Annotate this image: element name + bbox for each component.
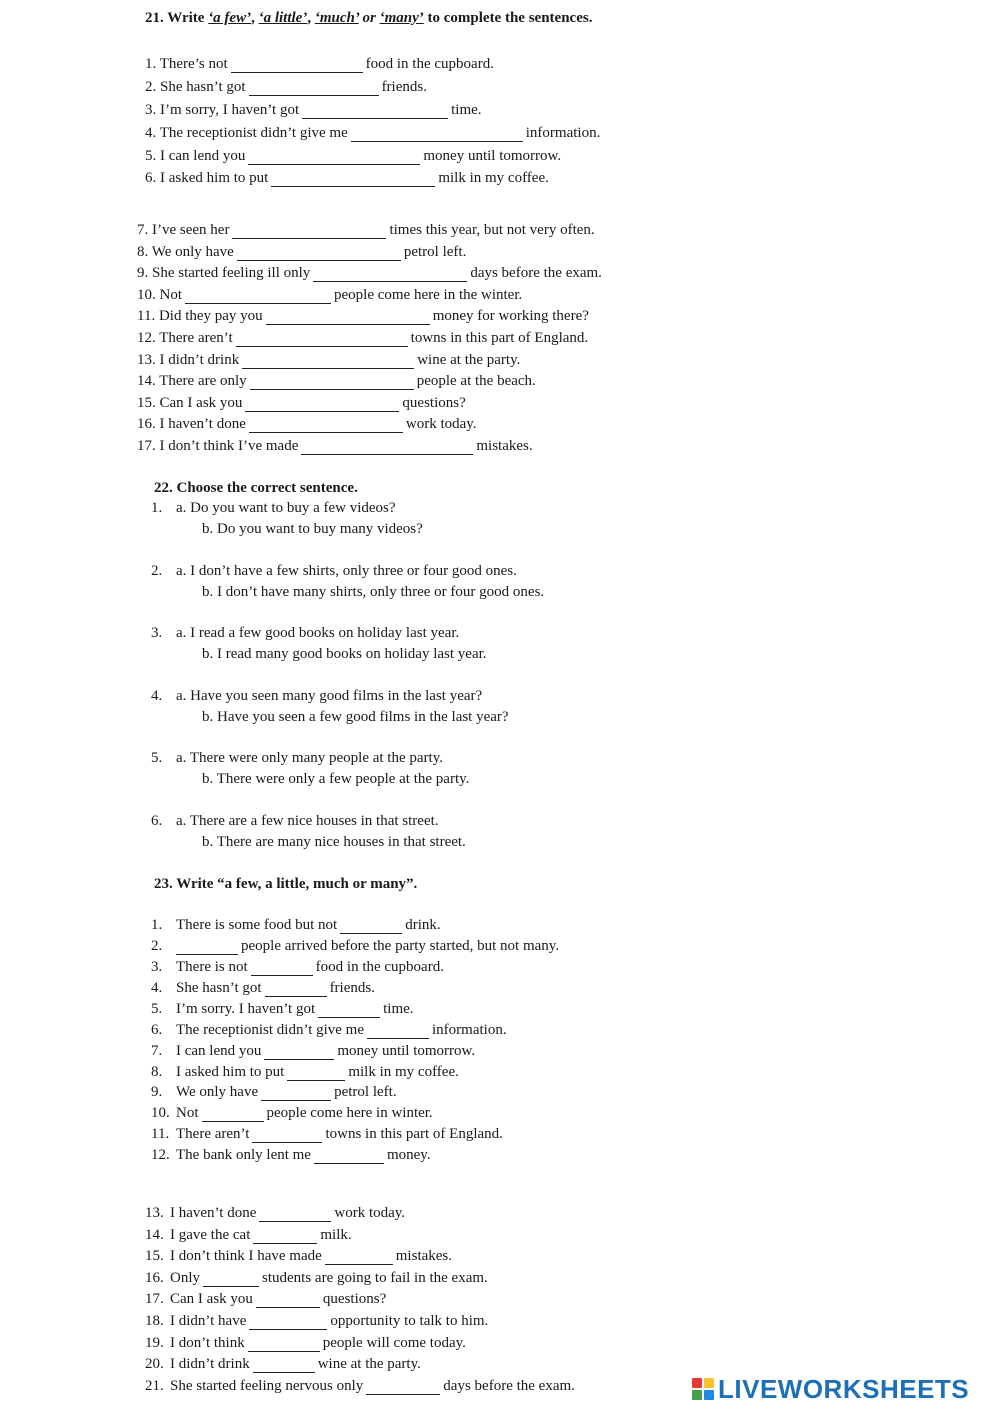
item-number: 2. <box>145 79 157 95</box>
item-number: 6. <box>145 170 157 186</box>
option-a-row <box>151 811 439 831</box>
sentence-start: There is not <box>176 959 248 975</box>
item-number: 5. <box>151 750 163 766</box>
option-b-row[interactable]: b. Have you seen a few good films in the last year? <box>202 709 509 725</box>
sentence-end: petrol left. <box>403 244 467 260</box>
sentence-end: food in the cupboard. <box>365 56 494 72</box>
sentence-start: Can I ask you <box>159 395 243 411</box>
sentence-row <box>145 54 494 74</box>
answer-blank[interactable] <box>237 246 401 261</box>
answer-blank[interactable] <box>256 1293 320 1308</box>
answer-blank[interactable] <box>259 1207 331 1222</box>
answer-blank[interactable] <box>231 58 363 73</box>
sentence-start: She started feeling ill only <box>152 265 311 281</box>
sentence-row <box>145 1268 488 1288</box>
sentence-end: money until tomorrow. <box>337 1043 476 1059</box>
sentence-start: We only have <box>151 244 234 260</box>
item-number: 14. <box>145 1227 164 1243</box>
sentence-end: milk in my coffee. <box>438 170 549 186</box>
sentence-start: I don’t think I’ve made <box>159 438 299 454</box>
answer-blank[interactable] <box>176 940 238 955</box>
sentence-start: The receptionist didn’t give me <box>159 125 348 141</box>
sentence-row <box>137 220 595 240</box>
option-much: ‘much’ <box>314 10 359 26</box>
answer-blank[interactable] <box>351 127 523 142</box>
sentence-end: people arrived before the party started, but not many. <box>241 938 560 954</box>
sentence-row <box>145 100 482 120</box>
answer-blank[interactable] <box>314 1149 384 1164</box>
sentence-end: mistakes. <box>476 438 533 454</box>
sentence-row <box>151 936 559 956</box>
sentence-row <box>151 978 375 998</box>
sentence-end: wine at the party. <box>417 352 521 368</box>
sentence-row <box>137 328 588 348</box>
sentence-row <box>137 393 466 413</box>
sentence-row <box>137 306 589 326</box>
sentence-start: I gave the cat <box>170 1227 251 1243</box>
sentence-end: time. <box>451 102 482 118</box>
sentence-start: She hasn’t got <box>176 980 262 996</box>
sentence-end: information. <box>432 1022 507 1038</box>
item-number: 4. <box>151 688 163 704</box>
sentence-end: time. <box>383 1001 414 1017</box>
sentence-row <box>145 123 600 143</box>
item-number: 15. <box>137 395 156 411</box>
sentence-end: food in the cupboard. <box>315 959 444 975</box>
sentence-end: times this year, but not very often. <box>389 222 595 238</box>
sentence-start: I haven’t done <box>170 1205 257 1221</box>
sentence-end: milk. <box>320 1227 352 1243</box>
item-number: 2. <box>151 563 163 579</box>
item-number: 7. <box>137 222 149 238</box>
item-number: 12. <box>151 1147 170 1163</box>
sentence-end: people will come today. <box>322 1335 466 1351</box>
sentence-start: I haven’t done <box>159 416 246 432</box>
item-number: 1. <box>151 500 163 516</box>
sentence-row <box>151 957 444 977</box>
answer-blank[interactable] <box>250 375 414 390</box>
sentence-end: wine at the party. <box>317 1356 421 1372</box>
option-a-sentence[interactable]: a. There are a few nice houses in that street. <box>176 813 439 829</box>
sentence-start: I didn’t have <box>170 1313 247 1329</box>
answer-blank[interactable] <box>367 1024 429 1039</box>
item-number: 17. <box>137 438 156 454</box>
answer-blank[interactable] <box>242 354 414 369</box>
item-number: 18. <box>145 1313 164 1329</box>
logo-square <box>704 1390 714 1400</box>
sentence-start: There are only <box>159 373 247 389</box>
option-a-sentence[interactable]: a. I don’t have a few shirts, only three or four good ones. <box>176 563 517 579</box>
option-a-row <box>151 748 443 768</box>
exercise-21-title <box>145 8 592 28</box>
sentence-start: I can lend you <box>160 148 246 164</box>
sentence-start: Can I ask you <box>170 1291 253 1307</box>
sentence-start: She started feeling nervous only <box>170 1378 364 1394</box>
sentence-end: work today. <box>405 416 477 432</box>
item-number: 1. <box>145 56 157 72</box>
sentence-row <box>151 999 414 1019</box>
sentence-row <box>145 1225 352 1245</box>
answer-blank[interactable] <box>202 1107 264 1122</box>
item-number: 2. <box>151 938 163 954</box>
answer-blank[interactable] <box>251 961 313 976</box>
sentence-end: towns in this part of England. <box>410 330 589 346</box>
item-number: 8. <box>151 1064 163 1080</box>
sentence-row <box>145 146 561 166</box>
option-a-row <box>151 623 459 643</box>
option-a-row <box>151 686 482 706</box>
item-number: 11. <box>151 1126 170 1142</box>
sentence-start: We only have <box>176 1084 259 1100</box>
sentence-row <box>137 263 602 283</box>
option-b-row[interactable]: b. I don’t have many shirts, only three or four good ones. <box>202 584 545 600</box>
option-a-sentence[interactable]: a. I read a few good books on holiday last year. <box>176 625 460 641</box>
answer-blank[interactable] <box>301 440 473 455</box>
sentence-start: I didn’t drink <box>170 1356 250 1372</box>
liveworksheets-logo <box>692 1373 970 1404</box>
item-number: 13. <box>137 352 156 368</box>
answer-blank[interactable] <box>271 172 435 187</box>
item-number: 4. <box>145 125 157 141</box>
sentence-row <box>145 1333 466 1353</box>
item-number: 10. <box>137 287 156 303</box>
sentence-end: students are going to fail in the exam. <box>262 1270 488 1286</box>
title-suffix: to complete the sentences. <box>423 10 593 26</box>
sentence-row <box>145 1354 421 1374</box>
sentence-start: I can lend you <box>176 1043 262 1059</box>
sentence-end: friends. <box>381 79 427 95</box>
sentence-start: I don’t think <box>170 1335 245 1351</box>
logo-text: LIVEWORKSHEETS <box>718 1373 970 1404</box>
item-number: 14. <box>137 373 156 389</box>
logo-square <box>692 1378 702 1388</box>
sentence-start: I asked him to put <box>176 1064 285 1080</box>
sentence-row <box>137 414 477 434</box>
sentence-start: I don’t think I have made <box>170 1248 322 1264</box>
answer-blank[interactable] <box>302 104 448 119</box>
item-number: 3. <box>145 102 157 118</box>
item-number: 4. <box>151 980 163 996</box>
item-number: 16. <box>145 1270 164 1286</box>
logo-square <box>704 1378 714 1388</box>
sentence-row <box>151 1103 433 1123</box>
sentence-end: people at the beach. <box>416 373 536 389</box>
option-b-row[interactable]: b. There were only a few people at the party. <box>202 771 470 787</box>
answer-blank[interactable] <box>232 224 386 239</box>
item-number: 16. <box>137 416 156 432</box>
item-number: 11. <box>137 308 156 324</box>
answer-blank[interactable] <box>249 81 379 96</box>
sentence-end: work today. <box>334 1205 406 1221</box>
answer-blank[interactable] <box>236 332 408 347</box>
item-number: 8. <box>137 244 149 260</box>
sentence-start: There aren’t <box>176 1126 250 1142</box>
sentence-row <box>151 1124 503 1144</box>
sentence-end: friends. <box>329 980 375 996</box>
sentence-end: money. <box>386 1147 431 1163</box>
sep-or: or <box>358 10 380 26</box>
sentence-start: Not <box>176 1105 199 1121</box>
sentence-row <box>137 350 520 370</box>
sentence-end: questions? <box>402 395 466 411</box>
sentence-end: milk in my coffee. <box>348 1064 459 1080</box>
sentence-row <box>145 168 549 188</box>
sentence-start: I’m sorry, I haven’t got <box>160 102 300 118</box>
option-b-row[interactable]: b. There are many nice houses in that street. <box>202 834 466 850</box>
sentence-end: information. <box>525 125 601 141</box>
sentence-end: opportunity to talk to him. <box>330 1313 489 1329</box>
answer-blank[interactable] <box>248 1337 320 1352</box>
item-number: 1. <box>151 917 163 933</box>
item-number: 3. <box>151 959 163 975</box>
option-b-row[interactable]: b. Do you want to buy many videos? <box>202 521 423 537</box>
sentence-row <box>145 1246 452 1266</box>
sentence-end: mistakes. <box>395 1248 453 1264</box>
item-number: 6. <box>151 1022 163 1038</box>
item-number: 5. <box>151 1001 163 1017</box>
item-number: 13. <box>145 1205 164 1221</box>
option-a-little: ‘a little’ <box>258 10 308 26</box>
sentence-row <box>145 77 427 97</box>
option-many: ‘many’ <box>379 10 424 26</box>
sentence-row <box>137 371 536 391</box>
answer-blank[interactable] <box>366 1380 440 1395</box>
sentence-end: people come here in the winter. <box>334 287 523 303</box>
option-a-sentence[interactable]: a. Have you seen many good films in the last year? <box>176 688 483 704</box>
item-number: 9. <box>151 1084 163 1100</box>
option-a-row <box>151 498 396 518</box>
answer-blank[interactable] <box>340 919 402 934</box>
answer-blank[interactable] <box>266 310 430 325</box>
sentence-row <box>151 1145 431 1165</box>
sentence-end: people come here in winter. <box>266 1105 433 1121</box>
sentence-start: I didn’t drink <box>159 352 240 368</box>
answer-blank[interactable] <box>318 1003 380 1018</box>
answer-blank[interactable] <box>265 982 327 997</box>
option-a-few: ‘a few’ <box>208 10 252 26</box>
sentence-row <box>145 1289 386 1309</box>
sentence-start: She hasn’t got <box>160 79 246 95</box>
sentence-start: There is some food but not <box>176 917 338 933</box>
option-a-sentence[interactable]: a. There were only many people at the party. <box>176 750 443 766</box>
exercise-22-title: 22. Choose the correct sentence. <box>154 480 358 496</box>
answer-blank[interactable] <box>249 418 403 433</box>
sentence-row <box>151 1041 475 1061</box>
exercise-23-title: 23. Write “a few, a little, much or many”. <box>154 876 418 892</box>
sentence-row <box>151 1062 459 1082</box>
option-a-sentence[interactable]: a. Do you want to buy a few videos? <box>176 500 396 516</box>
sentence-start: Did they pay you <box>158 308 263 324</box>
item-number: 17. <box>145 1291 164 1307</box>
option-b-row[interactable]: b. I read many good books on holiday last year. <box>202 646 487 662</box>
sentence-start: I asked him to put <box>160 170 269 186</box>
item-number: 15. <box>145 1248 164 1264</box>
sentence-start: The bank only lent me <box>176 1147 311 1163</box>
sentence-row <box>151 915 441 935</box>
sentence-start: Not <box>159 287 182 303</box>
answer-blank[interactable] <box>253 1229 317 1244</box>
sentence-end: petrol left. <box>334 1084 397 1100</box>
answer-blank[interactable] <box>287 1066 345 1081</box>
sentence-start: I’m sorry. I haven’t got <box>176 1001 316 1017</box>
item-number: 3. <box>151 625 163 641</box>
sentence-start: The receptionist didn’t give me <box>176 1022 365 1038</box>
answer-blank[interactable] <box>313 267 467 282</box>
item-number: 21. <box>145 1378 164 1394</box>
sentence-row <box>145 1203 405 1223</box>
sentence-start: I’ve seen her <box>152 222 230 238</box>
answer-blank[interactable] <box>248 150 420 165</box>
answer-blank[interactable] <box>185 289 331 304</box>
answer-blank[interactable] <box>261 1086 331 1101</box>
sentence-end: money until tomorrow. <box>423 148 562 164</box>
liveworksheets-logo-icon <box>692 1378 714 1400</box>
answer-blank[interactable] <box>252 1128 322 1143</box>
sentence-end: days before the exam. <box>443 1378 575 1394</box>
answer-blank[interactable] <box>325 1250 393 1265</box>
sentence-start: There aren’t <box>159 330 233 346</box>
option-a-row <box>151 561 517 581</box>
sentence-end: towns in this part of England. <box>325 1126 503 1142</box>
sentence-row <box>151 1082 397 1102</box>
item-number: 7. <box>151 1043 163 1059</box>
sentence-end: money for working there? <box>432 308 589 324</box>
sentence-end: questions? <box>322 1291 387 1307</box>
sentence-row <box>145 1376 575 1396</box>
sentence-start: There’s not <box>159 56 228 72</box>
answer-blank[interactable] <box>264 1045 334 1060</box>
item-number: 20. <box>145 1356 164 1372</box>
sentence-row <box>137 242 466 262</box>
item-number: 19. <box>145 1335 164 1351</box>
title-prefix: 21. Write <box>145 10 209 26</box>
sentence-row <box>151 1020 507 1040</box>
answer-blank[interactable] <box>203 1272 259 1287</box>
sentence-row <box>137 436 533 456</box>
item-number: 6. <box>151 813 163 829</box>
item-number: 9. <box>137 265 149 281</box>
answer-blank[interactable] <box>253 1358 315 1373</box>
sentence-row <box>137 285 522 305</box>
item-number: 12. <box>137 330 156 346</box>
sep: , <box>307 10 315 26</box>
sentence-end: drink. <box>405 917 441 933</box>
sep: , <box>251 10 259 26</box>
sentence-start: Only <box>170 1270 200 1286</box>
logo-square <box>692 1390 702 1400</box>
item-number: 10. <box>151 1105 170 1121</box>
answer-blank[interactable] <box>245 397 399 412</box>
answer-blank[interactable] <box>249 1315 327 1330</box>
item-number: 5. <box>145 148 157 164</box>
sentence-row <box>145 1311 488 1331</box>
sentence-end: days before the exam. <box>470 265 602 281</box>
